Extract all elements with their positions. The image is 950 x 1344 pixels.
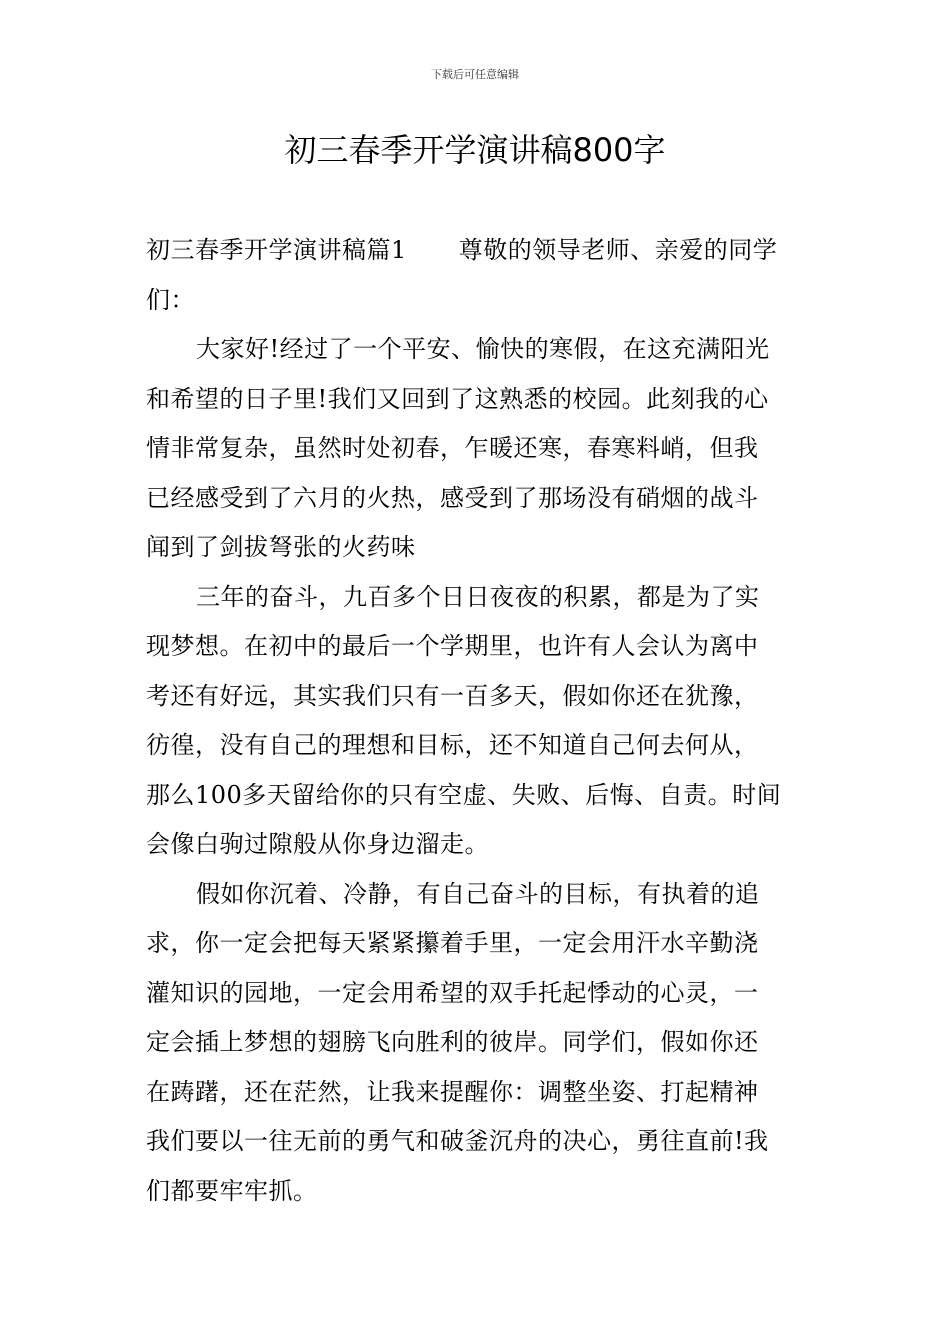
paragraph-3-line-1: 假如你沉着、冷静，有自己奋斗的目标，有执着的追 <box>196 879 760 908</box>
paragraph-2-line-2: 现梦想。在初中的最后一个学期里，也许有人会认为离中 <box>146 632 759 660</box>
document-title: 初三春季开学演讲稿800字 <box>284 131 666 169</box>
paragraph-2-line-5: 那么100多天留给你的只有空虚、失败、后悔、自责。时间 <box>146 780 782 809</box>
paragraph-3-line-2: 求，你一定会把每天紧紧攥着手里，一定会用汗水辛勤浇 <box>146 929 759 957</box>
salutation: 尊敬的领导老师、亲爱的同学 <box>458 236 778 264</box>
paragraph-2-line-1: 三年的奋斗，九百多个日日夜夜的积累，都是为了实 <box>196 582 760 611</box>
paragraph-2-line-6: 会像白驹过隙般从你身边溜走。 <box>146 830 489 858</box>
section-label: 初三春季开学演讲稿篇1 <box>146 236 407 264</box>
salutation-end: 们： <box>146 285 195 314</box>
paragraph-3-line-7: 们都要牢牢抓。 <box>146 1176 318 1205</box>
paragraph-3-line-4: 定会插上梦想的翅膀飞向胜利的彼岸。同学们，假如你还 <box>146 1028 759 1056</box>
paragraph-1-line-4: 已经感受到了六月的火热，感受到了那场没有硝烟的战斗 <box>146 483 759 512</box>
paragraph-1-line-1: 大家好!经过了一个平安、愉快的寒假，在这充满阳光 <box>196 335 770 363</box>
paragraph-3-line-3: 灌知识的园地，一定会用希望的双手托起悸动的心灵，一 <box>146 978 759 1007</box>
paragraph-1-line-2: 和希望的日子里!我们又回到了这熟悉的校园。此刻我的心 <box>146 384 769 413</box>
paragraph-2-line-3: 考还有好远，其实我们只有一百多天，假如你还在犹豫， <box>146 681 759 710</box>
paragraph-3-line-5: 在踌躇，还在茫然，让我来提醒你：调整坐姿、打起精神 <box>146 1077 759 1106</box>
paragraph-2-line-4: 彷徨，没有自己的理想和目标，还不知道自己何去何从， <box>146 731 759 759</box>
intro-line <box>146 226 811 276</box>
paragraph-3-line-6: 我们要以一往无前的勇气和破釜沉舟的决心，勇往直前!我 <box>146 1127 769 1155</box>
paragraph-1-line-5: 闻到了剑拔弩张的火药味 <box>146 533 416 561</box>
page-header-note: 下载后可任意编辑 <box>431 68 519 81</box>
paragraph-1-line-3: 情非常复杂，虽然时处初春，乍暖还寒，春寒料峭，但我 <box>146 434 759 462</box>
document-body <box>146 226 811 1216</box>
